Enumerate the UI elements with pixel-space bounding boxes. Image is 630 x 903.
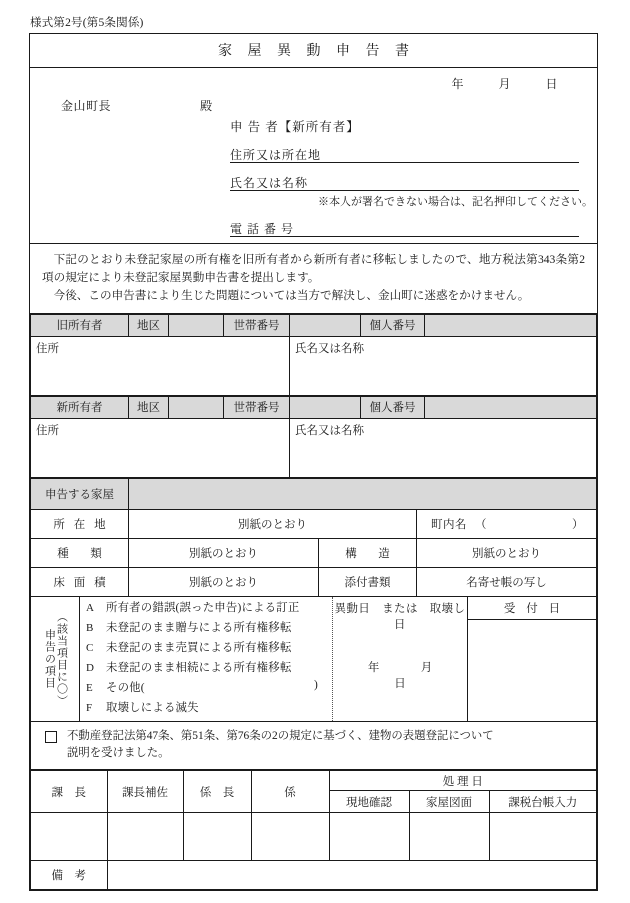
date-year-label: 年 [451, 77, 464, 91]
item-letter-d: D [86, 661, 94, 674]
statement-paragraph-1: 下記のとおり未登記家屋の所有権を旧所有者から新所有者に移転しましたので、地方税法第343条第2項の規定により未登記家屋異動申告書を提出します。 [42, 253, 585, 284]
approval-col-label-3: 係 [251, 771, 329, 813]
applicant-address-field[interactable] [230, 146, 579, 163]
process-col-label-1: 家屋図面 [409, 791, 489, 813]
old-owner-name-cell[interactable] [290, 336, 597, 395]
new-owner-address-row [31, 418, 597, 477]
new-owner-personal-value[interactable] [425, 396, 597, 418]
house-floor-label: 床 面 積 [31, 567, 129, 596]
receipt-date-value[interactable] [468, 620, 596, 720]
vertical-label-left: 申告の項目 [43, 628, 56, 689]
new-owner-household-label: 世帯番号 [224, 396, 290, 418]
form-number: 様式第2号(第5条関係) [30, 17, 144, 29]
old-owner-personal-label: 個人番号 [361, 314, 425, 336]
declaration-item-e[interactable] [80, 679, 332, 699]
house-location-value[interactable]: 別紙のとおり [129, 509, 417, 538]
approval-col-value-3[interactable] [251, 813, 329, 861]
change-date-cell[interactable] [333, 597, 468, 721]
approval-col-value-2[interactable] [183, 813, 251, 861]
applicant-name-field[interactable] [230, 174, 579, 191]
approval-col-label-0: 課 長 [31, 771, 107, 813]
new-owner-table [30, 396, 597, 478]
old-owner-district-label: 地区 [129, 314, 169, 336]
old-owner-label: 旧所有者 [31, 314, 129, 336]
new-owner-name-cell[interactable] [290, 418, 597, 477]
receipt-date-header: 受 付 日 [468, 597, 596, 620]
date-day-label: 日 [545, 77, 558, 91]
form-frame [29, 33, 598, 891]
house-structure-label: 構 造 [319, 538, 417, 567]
house-floor-row [31, 567, 597, 596]
confirmation-line-2: 説明を受けました。 [67, 747, 170, 760]
item-text-d: 未登記のまま相続による所有権移転 [106, 661, 292, 674]
old-owner-name-label: 氏名又は名称 [295, 342, 364, 355]
applicant-address-label: 住所又は所在地 [230, 148, 322, 162]
addressee-name: 金山町長 [61, 99, 112, 113]
approval-col-value-0[interactable] [31, 813, 107, 861]
confirmation-text [67, 728, 494, 762]
old-owner-address-label: 住所 [36, 342, 59, 355]
house-kind-label: 種 類 [31, 538, 129, 567]
change-date-header: 異動日 または 取壊し日 [334, 602, 466, 631]
new-owner-header-row [31, 396, 597, 418]
declared-house-label: 申告する家屋 [31, 478, 129, 509]
process-col-value-2[interactable] [489, 813, 596, 861]
old-owner-district-value[interactable] [169, 314, 224, 336]
addressee-row [30, 94, 597, 116]
change-day-label: 日 [394, 677, 406, 690]
house-structure-value[interactable]: 別紙のとおり [417, 538, 597, 567]
house-town-label: 町内名 [431, 518, 467, 531]
item-text-e: その他( ) [106, 678, 318, 694]
item-text-c: 未登記のまま売買による所有権移転 [106, 641, 292, 654]
town-paren-close: ） [572, 518, 584, 531]
confirmation-checkbox[interactable] [45, 731, 57, 743]
approval-signature-row [31, 813, 596, 861]
new-owner-household-value[interactable] [290, 396, 361, 418]
new-owner-address-label: 住所 [36, 424, 59, 437]
process-col-label-0: 現地確認 [329, 791, 409, 813]
process-col-label-2: 課税台帳入力 [489, 791, 596, 813]
old-owner-address-cell[interactable] [31, 336, 290, 395]
statement-paragraph-2: 今後、この申告書により生じた問題については当方で解決し、金山町に迷惑をかけません。 [53, 288, 530, 302]
new-owner-address-cell[interactable] [31, 418, 290, 477]
declaration-item-c[interactable] [80, 639, 332, 659]
old-owner-header-row [31, 314, 597, 336]
town-paren-open: （ [475, 518, 487, 531]
page-title: 家 屋 異 動 申 告 書 [218, 44, 415, 59]
seal-note: ※本人が署名できない場合は、記名押印してください。 [318, 196, 593, 208]
process-col-value-1[interactable] [409, 813, 489, 861]
date-month-label: 月 [498, 77, 511, 91]
approval-process-header-row [31, 771, 596, 791]
declaration-item-b[interactable] [80, 619, 332, 639]
receipt-date-column [468, 597, 596, 721]
declared-house-banner-row [31, 478, 597, 509]
old-owner-household-value[interactable] [290, 314, 361, 336]
old-owner-table [30, 314, 597, 396]
new-owner-personal-label: 個人番号 [361, 396, 425, 418]
process-date-header: 処 理 日 [329, 771, 596, 791]
process-col-value-0[interactable] [329, 813, 409, 861]
header-zone [30, 68, 597, 244]
old-owner-address-row [31, 336, 597, 395]
declared-house-banner-blank [129, 478, 597, 509]
house-kind-row [31, 538, 597, 567]
new-owner-label: 新所有者 [31, 396, 129, 418]
old-owner-household-label: 世帯番号 [224, 314, 290, 336]
house-attach-label: 添付書類 [319, 567, 417, 596]
declaration-item-a[interactable] [80, 599, 332, 619]
house-floor-value[interactable]: 別紙のとおり [129, 567, 319, 596]
approval-col-label-1: 課長補佐 [107, 771, 183, 813]
applicant-name-label: 氏名又は名称 [230, 176, 309, 190]
declaration-item-f[interactable] [80, 699, 332, 719]
house-location-row [31, 509, 597, 538]
house-kind-value[interactable]: 別紙のとおり [129, 538, 319, 567]
change-month-label: 月 [420, 661, 433, 674]
new-owner-name-label: 氏名又は名称 [295, 424, 364, 437]
addressee-honorific: 殿 [200, 99, 213, 113]
statement-block [30, 244, 597, 314]
item-letter-b: B [86, 621, 94, 634]
item-letter-f: F [86, 701, 93, 714]
new-owner-district-label: 地区 [129, 396, 169, 418]
house-location-label: 所 在 地 [31, 509, 129, 538]
remarks-label: 備 考 [31, 861, 107, 890]
old-owner-personal-value[interactable] [425, 314, 597, 336]
applicant-heading: 申 告 者【新所有者】 [230, 120, 360, 134]
declaration-item-d[interactable] [80, 659, 332, 679]
item-text-f: 取壊しによる滅失 [106, 701, 199, 714]
declaration-items-list [80, 597, 333, 721]
submission-date-row [30, 68, 597, 92]
vertical-label-right: （該当項目に〇） [55, 610, 68, 707]
title-band [30, 34, 597, 68]
approval-col-label-2: 係 長 [183, 771, 251, 813]
remarks-value[interactable] [107, 861, 596, 890]
declared-house-table [30, 478, 597, 597]
approval-col-value-1[interactable] [107, 813, 183, 861]
house-town-cell[interactable] [417, 509, 597, 538]
change-year-label: 年 [367, 661, 380, 674]
change-date-ymd [333, 659, 467, 691]
item-letter-c: C [86, 641, 94, 654]
declaration-items-block [30, 597, 597, 722]
confirmation-line-1: 不動産登記法第47条、第51条、第76条の2の規定に基づく、建物の表題登記について [67, 729, 494, 742]
item-letter-a: A [86, 601, 94, 614]
remarks-row [31, 861, 596, 890]
approval-table [31, 770, 596, 889]
declaration-items-vertical-label [31, 597, 80, 721]
applicant-phone-field[interactable] [230, 220, 579, 237]
item-text-a: 所有者の錯誤(誤った申告)による訂正 [106, 601, 300, 614]
registration-confirmation-block [30, 722, 597, 770]
approval-block [30, 770, 597, 890]
item-letter-e: E [86, 681, 93, 694]
new-owner-district-value[interactable] [169, 396, 224, 418]
item-text-b: 未登記のまま贈与による所有権移転 [106, 621, 292, 634]
house-attach-value[interactable]: 名寄せ帳の写し [417, 567, 597, 596]
applicant-phone-label: 電 話 番 号 [230, 222, 295, 236]
